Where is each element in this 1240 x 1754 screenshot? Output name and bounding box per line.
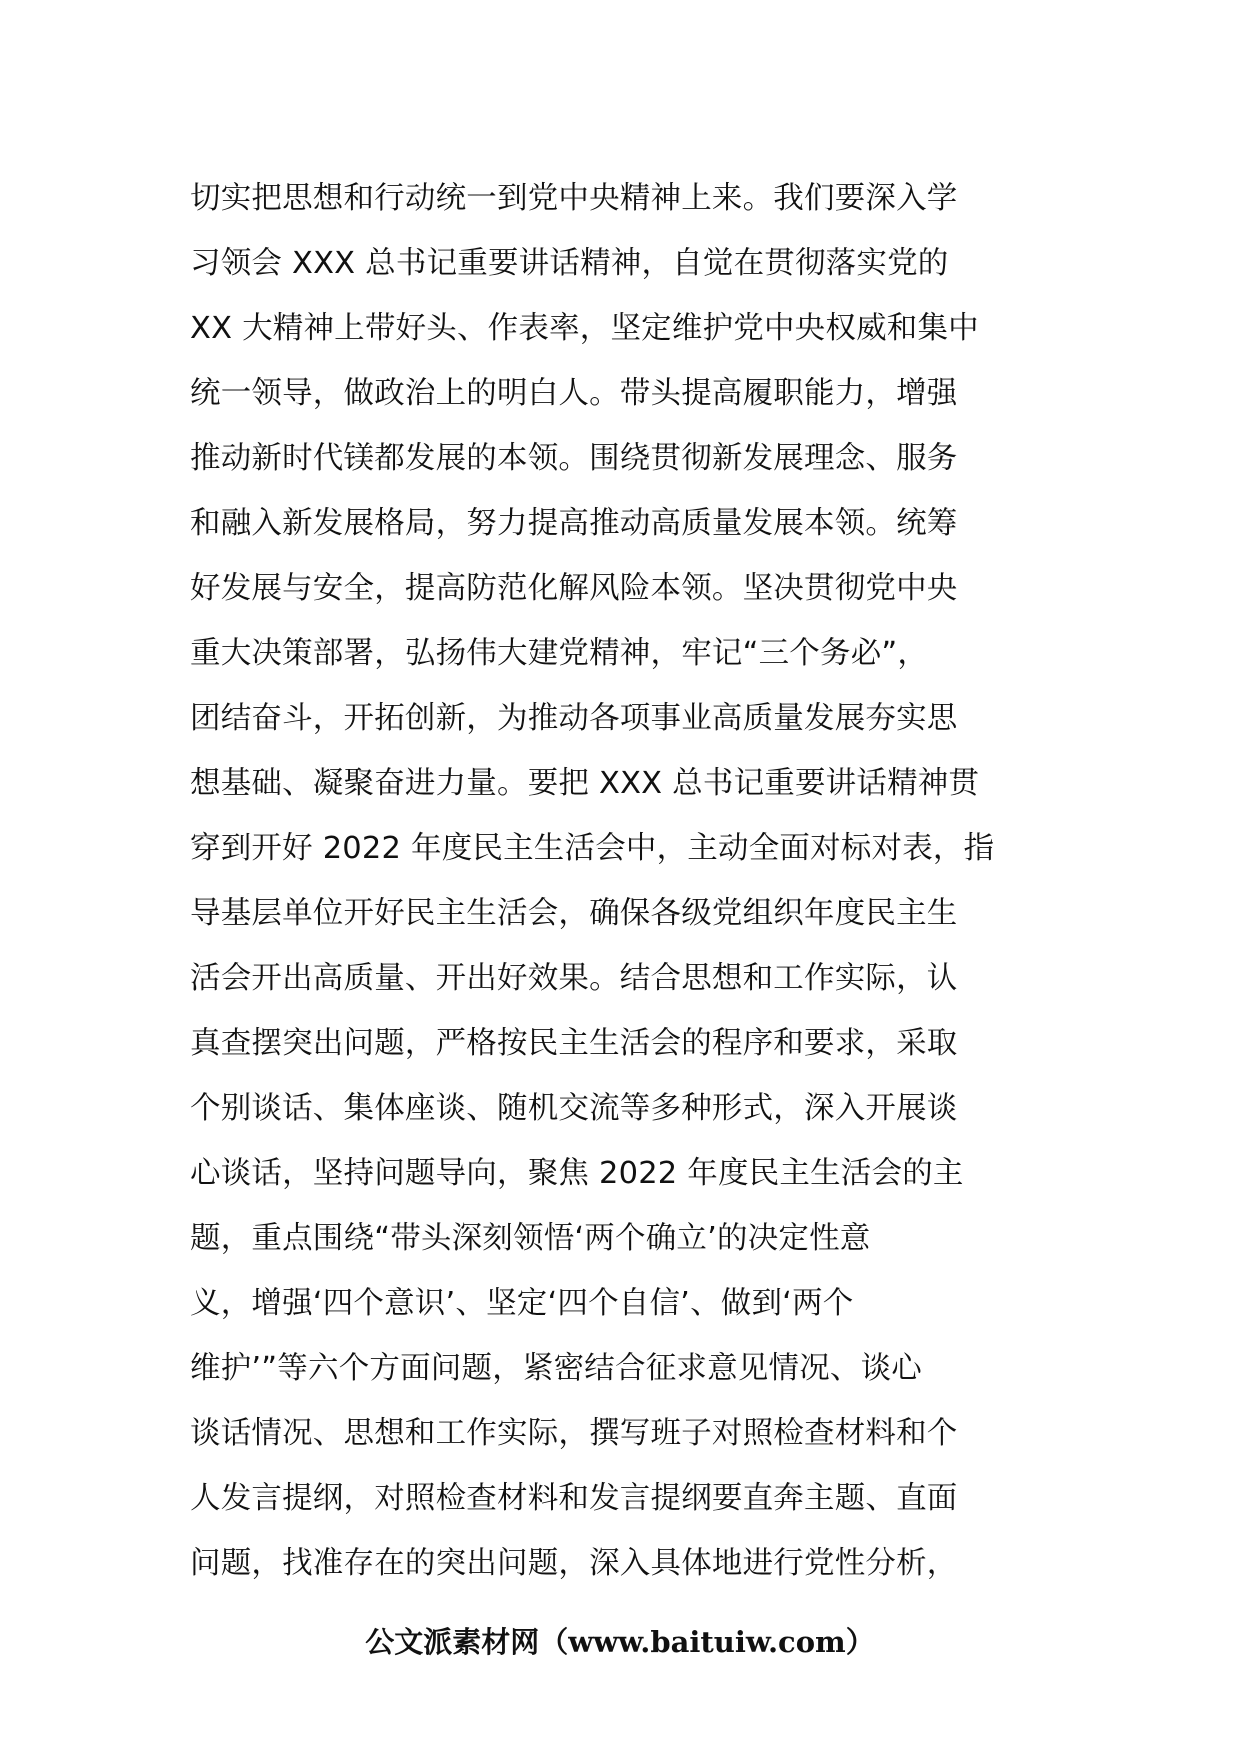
text-line: 活会开出高质量、开出好效果。结合思想和工作实际，认 — [190, 961, 958, 996]
text-line: 统一领导，做政治上的明白人。带头提高履职能力，增强 — [190, 376, 958, 411]
text-line: 重大决策部署，弘扬伟大建党精神，牢记“三个务必”， — [190, 636, 929, 671]
footer-watermark: 公文派素材网（www.baituiw.com） — [365, 1625, 875, 1659]
text-line: 导基层单位开好民主生活会，确保各级党组织年度民主生 — [190, 896, 958, 931]
text-line: 维护’”等六个方面问题，紧密结合征求意见情况、谈心 — [190, 1351, 922, 1386]
text-line: 问题，找准存在的突出问题，深入具体地进行党性分析， — [190, 1546, 958, 1581]
text-line: 心谈话，坚持问题导向，聚焦 2022 年度民主生活会的主 — [190, 1156, 964, 1191]
text-line: 好发展与安全，提高防范化解风险本领。坚决贯彻党中央 — [190, 571, 958, 606]
text-line: XX 大精神上带好头、作表率，坚定维护党中央权威和集中 — [190, 311, 979, 346]
text-line: 题，重点围绕“带头深刻领悟‘两个确立’的决定性意 — [190, 1221, 871, 1256]
text-line: 推动新时代镁都发展的本领。围绕贯彻新发展理念、服务 — [190, 441, 958, 476]
text-line: 穿到开好 2022 年度民主生活会中，主动全面对标对表，指 — [190, 831, 995, 866]
text-line: 个别谈话、集体座谈、随机交流等多种形式，深入开展谈 — [190, 1091, 958, 1126]
text-line: 团结奋斗，开拓创新，为推动各项事业高质量发展夯实思 — [190, 701, 958, 736]
text-line: 人发言提纲，对照检查材料和发言提纲要直奔主题、直面 — [190, 1481, 958, 1516]
text-line: 谈话情况、思想和工作实际，撰写班子对照检查材料和个 — [190, 1416, 958, 1451]
text-line: 想基础、凝聚奋进力量。要把 XXX 总书记重要讲话精神贯 — [190, 766, 980, 801]
text-line: 切实把思想和行动统一到党中央精神上来。我们要深入学 — [190, 181, 958, 216]
text-line: 真查摆突出问题，严格按民主生活会的程序和要求，采取 — [190, 1026, 958, 1061]
text-line: 和融入新发展格局，努力提高推动高质量发展本领。统筹 — [190, 506, 958, 541]
text-line: 义，增强‘四个意识’、坚定‘四个自信’、做到‘两个 — [190, 1286, 854, 1321]
text-line: 习领会 XXX 总书记重要讲话精神，自觉在贯彻落实党的 — [190, 246, 949, 281]
body-text — [190, 166, 1060, 1596]
